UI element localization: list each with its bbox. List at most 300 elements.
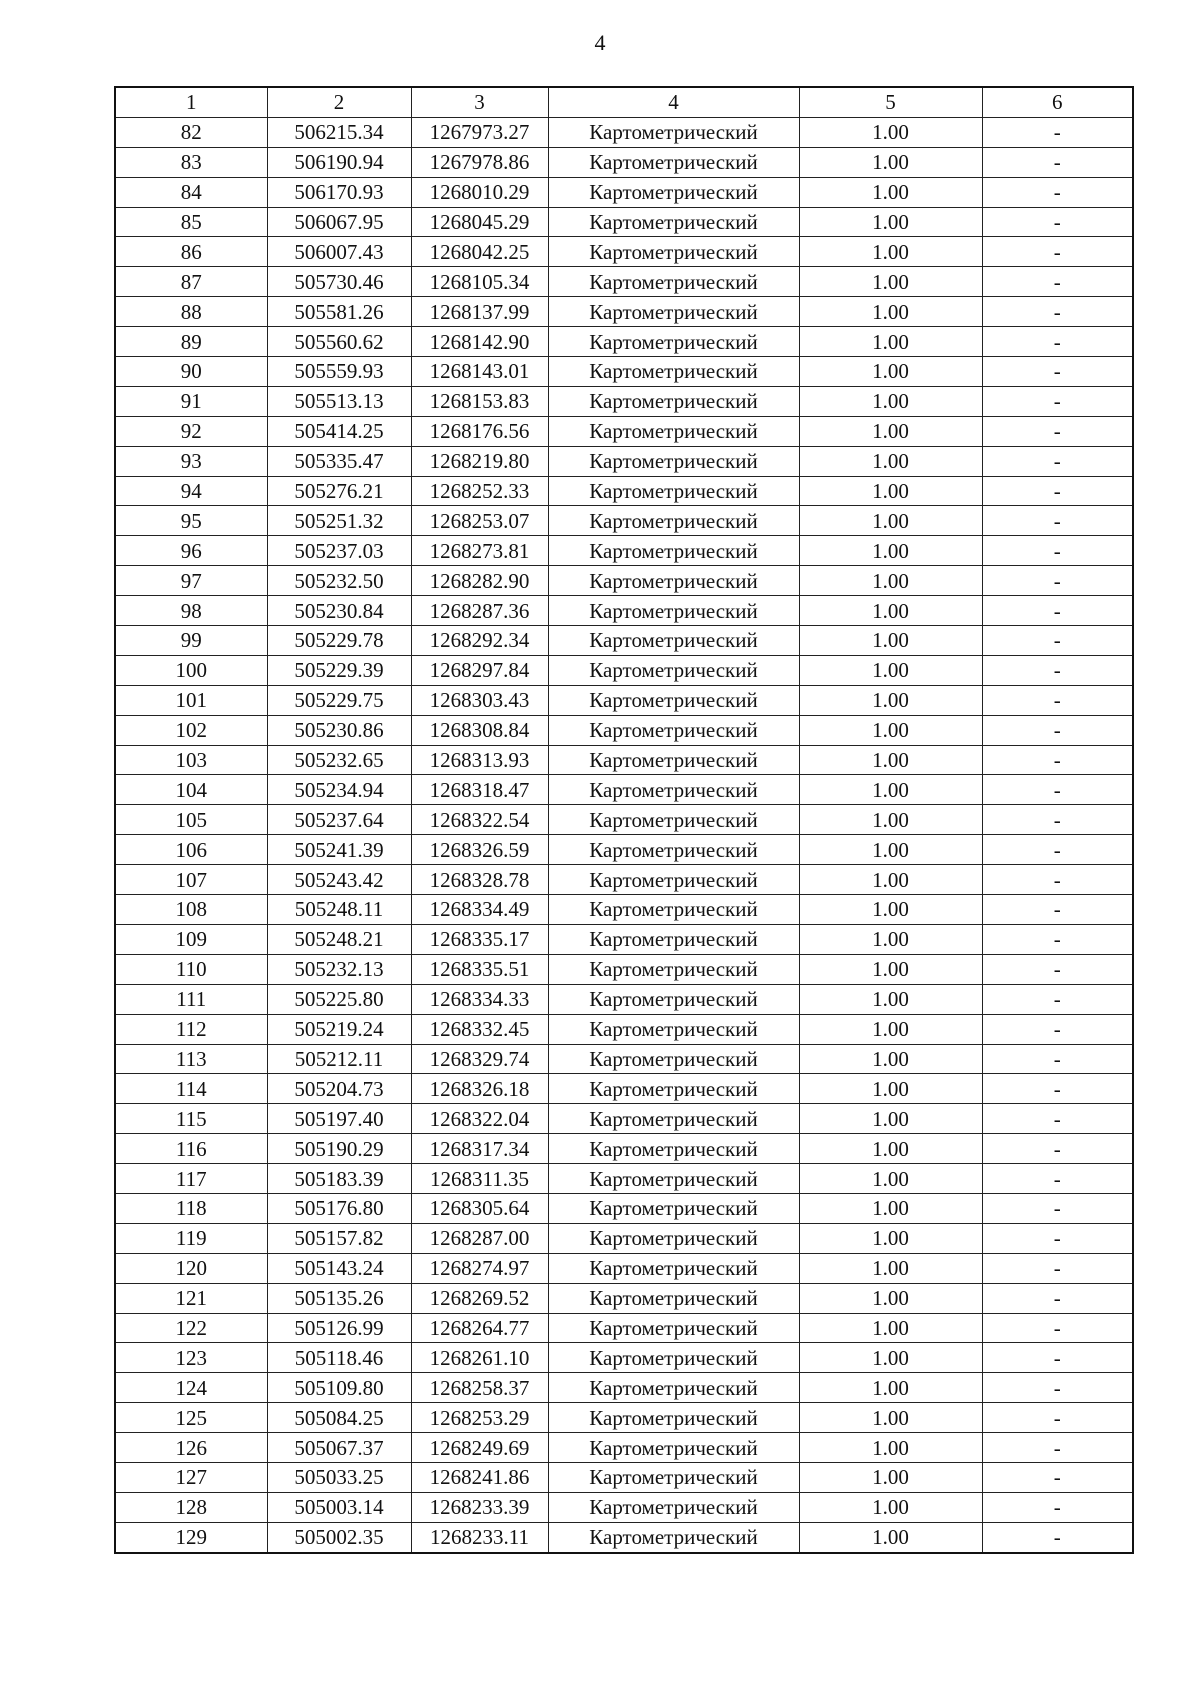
- point-number-cell: 121: [115, 1283, 267, 1313]
- method-cell: Картометрический: [548, 685, 799, 715]
- x-coordinate-cell: 505232.50: [267, 566, 411, 596]
- point-number-cell: 89: [115, 327, 267, 357]
- y-coordinate-cell: 1268273.81: [411, 536, 548, 566]
- y-coordinate-cell: 1268045.29: [411, 207, 548, 237]
- y-coordinate-cell: 1268264.77: [411, 1313, 548, 1343]
- point-number-cell: 100: [115, 655, 267, 685]
- x-coordinate-cell: 505067.37: [267, 1433, 411, 1463]
- description-cell: -: [982, 626, 1133, 656]
- accuracy-cell: 1.00: [799, 895, 982, 925]
- accuracy-cell: 1.00: [799, 566, 982, 596]
- x-coordinate-cell: 506190.94: [267, 147, 411, 177]
- table-row: [115, 177, 1133, 207]
- table-row: [115, 1462, 1133, 1492]
- table-row: [115, 1134, 1133, 1164]
- description-cell: -: [982, 476, 1133, 506]
- method-cell: Картометрический: [548, 117, 799, 147]
- table-row: [115, 1403, 1133, 1433]
- point-number-cell: 108: [115, 895, 267, 925]
- point-number-cell: 127: [115, 1462, 267, 1492]
- table-row: [115, 626, 1133, 656]
- x-coordinate-cell: 505225.80: [267, 984, 411, 1014]
- point-number-cell: 120: [115, 1253, 267, 1283]
- accuracy-cell: 1.00: [799, 1462, 982, 1492]
- method-cell: Картометрический: [548, 1104, 799, 1134]
- method-cell: Картометрический: [548, 327, 799, 357]
- method-cell: Картометрический: [548, 1193, 799, 1223]
- y-coordinate-cell: 1268219.80: [411, 446, 548, 476]
- y-coordinate-cell: 1267978.86: [411, 147, 548, 177]
- x-coordinate-cell: 505730.46: [267, 267, 411, 297]
- description-cell: -: [982, 1492, 1133, 1522]
- point-number-cell: 117: [115, 1164, 267, 1194]
- method-cell: Картометрический: [548, 745, 799, 775]
- method-cell: Картометрический: [548, 984, 799, 1014]
- description-cell: -: [982, 506, 1133, 536]
- point-number-cell: 111: [115, 984, 267, 1014]
- table-row: [115, 536, 1133, 566]
- x-coordinate-cell: 505414.25: [267, 416, 411, 446]
- description-cell: -: [982, 566, 1133, 596]
- description-cell: -: [982, 297, 1133, 327]
- point-number-cell: 93: [115, 446, 267, 476]
- accuracy-cell: 1.00: [799, 835, 982, 865]
- description-cell: -: [982, 207, 1133, 237]
- method-cell: Картометрический: [548, 267, 799, 297]
- point-number-cell: 94: [115, 476, 267, 506]
- point-number-cell: 119: [115, 1223, 267, 1253]
- y-coordinate-cell: 1268334.33: [411, 984, 548, 1014]
- point-number-cell: 106: [115, 835, 267, 865]
- point-number-cell: 122: [115, 1313, 267, 1343]
- x-coordinate-cell: 505559.93: [267, 357, 411, 387]
- accuracy-cell: 1.00: [799, 267, 982, 297]
- x-coordinate-cell: 505230.86: [267, 715, 411, 745]
- point-number-cell: 82: [115, 117, 267, 147]
- y-coordinate-cell: 1268317.34: [411, 1134, 548, 1164]
- method-cell: Картометрический: [548, 835, 799, 865]
- accuracy-cell: 1.00: [799, 685, 982, 715]
- y-coordinate-cell: 1268282.90: [411, 566, 548, 596]
- x-coordinate-cell: 505219.24: [267, 1014, 411, 1044]
- description-cell: -: [982, 536, 1133, 566]
- description-cell: -: [982, 357, 1133, 387]
- accuracy-cell: 1.00: [799, 506, 982, 536]
- point-number-cell: 96: [115, 536, 267, 566]
- table-row: [115, 775, 1133, 805]
- description-cell: -: [982, 745, 1133, 775]
- point-number-cell: 84: [115, 177, 267, 207]
- description-cell: -: [982, 237, 1133, 267]
- accuracy-cell: 1.00: [799, 1193, 982, 1223]
- point-number-cell: 112: [115, 1014, 267, 1044]
- description-cell: -: [982, 1313, 1133, 1343]
- table-row: [115, 1373, 1133, 1403]
- table-row: [115, 476, 1133, 506]
- table-row: [115, 1522, 1133, 1552]
- method-cell: Картометрический: [548, 237, 799, 267]
- point-number-cell: 126: [115, 1433, 267, 1463]
- table-row: [115, 357, 1133, 387]
- description-cell: -: [982, 924, 1133, 954]
- method-cell: Картометрический: [548, 1343, 799, 1373]
- table-row: [115, 745, 1133, 775]
- x-coordinate-cell: 505237.64: [267, 805, 411, 835]
- table-row: [115, 566, 1133, 596]
- y-coordinate-cell: 1268326.59: [411, 835, 548, 865]
- y-coordinate-cell: 1268303.43: [411, 685, 548, 715]
- accuracy-cell: 1.00: [799, 715, 982, 745]
- table-row: [115, 506, 1133, 536]
- y-coordinate-cell: 1268274.97: [411, 1253, 548, 1283]
- accuracy-cell: 1.00: [799, 1134, 982, 1164]
- description-cell: -: [982, 1253, 1133, 1283]
- point-number-cell: 103: [115, 745, 267, 775]
- x-coordinate-cell: 505135.26: [267, 1283, 411, 1313]
- column-header: 3: [411, 87, 548, 117]
- point-number-cell: 88: [115, 297, 267, 327]
- description-cell: -: [982, 1433, 1133, 1463]
- accuracy-cell: 1.00: [799, 1223, 982, 1253]
- table-row: [115, 596, 1133, 626]
- accuracy-cell: 1.00: [799, 1433, 982, 1463]
- description-cell: -: [982, 805, 1133, 835]
- point-number-cell: 129: [115, 1522, 267, 1552]
- method-cell: Картометрический: [548, 865, 799, 895]
- x-coordinate-cell: 506215.34: [267, 117, 411, 147]
- column-header: 5: [799, 87, 982, 117]
- table-row: [115, 1313, 1133, 1343]
- method-cell: Картометрический: [548, 715, 799, 745]
- x-coordinate-cell: 505232.65: [267, 745, 411, 775]
- description-cell: -: [982, 655, 1133, 685]
- x-coordinate-cell: 505003.14: [267, 1492, 411, 1522]
- table-row: [115, 655, 1133, 685]
- description-cell: -: [982, 1104, 1133, 1134]
- x-coordinate-cell: 505183.39: [267, 1164, 411, 1194]
- accuracy-cell: 1.00: [799, 327, 982, 357]
- description-cell: -: [982, 1522, 1133, 1552]
- x-coordinate-cell: 505234.94: [267, 775, 411, 805]
- x-coordinate-cell: 505109.80: [267, 1373, 411, 1403]
- table-row: [115, 954, 1133, 984]
- y-coordinate-cell: 1268311.35: [411, 1164, 548, 1194]
- table-row: [115, 715, 1133, 745]
- description-cell: -: [982, 1283, 1133, 1313]
- method-cell: Картометрический: [548, 476, 799, 506]
- point-number-cell: 110: [115, 954, 267, 984]
- y-coordinate-cell: 1268287.00: [411, 1223, 548, 1253]
- point-number-cell: 116: [115, 1134, 267, 1164]
- y-coordinate-cell: 1268313.93: [411, 745, 548, 775]
- x-coordinate-cell: 506170.93: [267, 177, 411, 207]
- y-coordinate-cell: 1268329.74: [411, 1044, 548, 1074]
- x-coordinate-cell: 505335.47: [267, 446, 411, 476]
- description-cell: -: [982, 1193, 1133, 1223]
- method-cell: Картометрический: [548, 1492, 799, 1522]
- table-row: [115, 1044, 1133, 1074]
- description-cell: -: [982, 327, 1133, 357]
- accuracy-cell: 1.00: [799, 1313, 982, 1343]
- y-coordinate-cell: 1268334.49: [411, 895, 548, 925]
- table-header-row: [115, 87, 1133, 117]
- description-cell: -: [982, 865, 1133, 895]
- method-cell: Картометрический: [548, 357, 799, 387]
- y-coordinate-cell: 1268318.47: [411, 775, 548, 805]
- table-row: [115, 1164, 1133, 1194]
- x-coordinate-cell: 505230.84: [267, 596, 411, 626]
- accuracy-cell: 1.00: [799, 775, 982, 805]
- y-coordinate-cell: 1267973.27: [411, 117, 548, 147]
- y-coordinate-cell: 1268253.29: [411, 1403, 548, 1433]
- method-cell: Картометрический: [548, 446, 799, 476]
- description-cell: -: [982, 1044, 1133, 1074]
- point-number-cell: 91: [115, 386, 267, 416]
- method-cell: Картометрический: [548, 1313, 799, 1343]
- method-cell: Картометрический: [548, 386, 799, 416]
- x-coordinate-cell: 505237.03: [267, 536, 411, 566]
- method-cell: Картометрический: [548, 1522, 799, 1552]
- description-cell: -: [982, 685, 1133, 715]
- table-row: [115, 865, 1133, 895]
- table-row: [115, 1074, 1133, 1104]
- y-coordinate-cell: 1268253.07: [411, 506, 548, 536]
- y-coordinate-cell: 1268326.18: [411, 1074, 548, 1104]
- point-number-cell: 118: [115, 1193, 267, 1223]
- x-coordinate-cell: 505248.11: [267, 895, 411, 925]
- point-number-cell: 104: [115, 775, 267, 805]
- method-cell: Картометрический: [548, 1283, 799, 1313]
- method-cell: Картометрический: [548, 566, 799, 596]
- point-number-cell: 109: [115, 924, 267, 954]
- description-cell: -: [982, 715, 1133, 745]
- accuracy-cell: 1.00: [799, 865, 982, 895]
- y-coordinate-cell: 1268332.45: [411, 1014, 548, 1044]
- table-row: [115, 895, 1133, 925]
- x-coordinate-cell: 505232.13: [267, 954, 411, 984]
- y-coordinate-cell: 1268233.11: [411, 1522, 548, 1552]
- description-cell: -: [982, 1014, 1133, 1044]
- method-cell: Картометрический: [548, 775, 799, 805]
- point-number-cell: 95: [115, 506, 267, 536]
- table-row: [115, 1283, 1133, 1313]
- accuracy-cell: 1.00: [799, 117, 982, 147]
- method-cell: Картометрический: [548, 924, 799, 954]
- point-number-cell: 114: [115, 1074, 267, 1104]
- description-cell: -: [982, 1134, 1133, 1164]
- x-coordinate-cell: 505513.13: [267, 386, 411, 416]
- accuracy-cell: 1.00: [799, 1343, 982, 1373]
- description-cell: -: [982, 177, 1133, 207]
- y-coordinate-cell: 1268142.90: [411, 327, 548, 357]
- table-row: [115, 835, 1133, 865]
- x-coordinate-cell: 505276.21: [267, 476, 411, 506]
- accuracy-cell: 1.00: [799, 655, 982, 685]
- description-cell: -: [982, 147, 1133, 177]
- table-row: [115, 117, 1133, 147]
- accuracy-cell: 1.00: [799, 924, 982, 954]
- x-coordinate-cell: 505581.26: [267, 297, 411, 327]
- accuracy-cell: 1.00: [799, 1283, 982, 1313]
- description-cell: -: [982, 1403, 1133, 1433]
- accuracy-cell: 1.00: [799, 1014, 982, 1044]
- accuracy-cell: 1.00: [799, 207, 982, 237]
- table-row: [115, 685, 1133, 715]
- accuracy-cell: 1.00: [799, 416, 982, 446]
- y-coordinate-cell: 1268305.64: [411, 1193, 548, 1223]
- table-row: [115, 924, 1133, 954]
- accuracy-cell: 1.00: [799, 984, 982, 1014]
- x-coordinate-cell: 505033.25: [267, 1462, 411, 1492]
- x-coordinate-cell: 505190.29: [267, 1134, 411, 1164]
- y-coordinate-cell: 1268252.33: [411, 476, 548, 506]
- accuracy-cell: 1.00: [799, 745, 982, 775]
- table-row: [115, 386, 1133, 416]
- method-cell: Картометрический: [548, 655, 799, 685]
- x-coordinate-cell: 505560.62: [267, 327, 411, 357]
- accuracy-cell: 1.00: [799, 1522, 982, 1552]
- method-cell: Картометрический: [548, 1074, 799, 1104]
- accuracy-cell: 1.00: [799, 1373, 982, 1403]
- page-number: 4: [594, 30, 606, 55]
- accuracy-cell: 1.00: [799, 177, 982, 207]
- x-coordinate-cell: 505229.39: [267, 655, 411, 685]
- x-coordinate-cell: 505204.73: [267, 1074, 411, 1104]
- table-row: [115, 1104, 1133, 1134]
- accuracy-cell: 1.00: [799, 1403, 982, 1433]
- description-cell: -: [982, 1074, 1133, 1104]
- x-coordinate-cell: 505084.25: [267, 1403, 411, 1433]
- description-cell: -: [982, 835, 1133, 865]
- y-coordinate-cell: 1268287.36: [411, 596, 548, 626]
- method-cell: Картометрический: [548, 297, 799, 327]
- method-cell: Картометрический: [548, 596, 799, 626]
- point-number-cell: 97: [115, 566, 267, 596]
- table-row: [115, 1433, 1133, 1463]
- accuracy-cell: 1.00: [799, 1492, 982, 1522]
- method-cell: Картометрический: [548, 177, 799, 207]
- method-cell: Картометрический: [548, 1044, 799, 1074]
- method-cell: Картометрический: [548, 1134, 799, 1164]
- table-row: [115, 327, 1133, 357]
- description-cell: -: [982, 1223, 1133, 1253]
- description-cell: -: [982, 1373, 1133, 1403]
- x-coordinate-cell: 505126.99: [267, 1313, 411, 1343]
- y-coordinate-cell: 1268322.54: [411, 805, 548, 835]
- method-cell: Картометрический: [548, 147, 799, 177]
- y-coordinate-cell: 1268143.01: [411, 357, 548, 387]
- table-row: [115, 1193, 1133, 1223]
- description-cell: -: [982, 1343, 1133, 1373]
- y-coordinate-cell: 1268297.84: [411, 655, 548, 685]
- description-cell: -: [982, 596, 1133, 626]
- point-number-cell: 101: [115, 685, 267, 715]
- description-cell: -: [982, 984, 1133, 1014]
- y-coordinate-cell: 1268322.04: [411, 1104, 548, 1134]
- y-coordinate-cell: 1268335.17: [411, 924, 548, 954]
- accuracy-cell: 1.00: [799, 297, 982, 327]
- description-cell: -: [982, 446, 1133, 476]
- accuracy-cell: 1.00: [799, 357, 982, 387]
- y-coordinate-cell: 1268153.83: [411, 386, 548, 416]
- x-coordinate-cell: 505243.42: [267, 865, 411, 895]
- point-number-cell: 107: [115, 865, 267, 895]
- table-row: [115, 805, 1133, 835]
- method-cell: Картометрический: [548, 1253, 799, 1283]
- accuracy-cell: 1.00: [799, 237, 982, 267]
- description-cell: -: [982, 1462, 1133, 1492]
- accuracy-cell: 1.00: [799, 1044, 982, 1074]
- y-coordinate-cell: 1268241.86: [411, 1462, 548, 1492]
- point-number-cell: 98: [115, 596, 267, 626]
- y-coordinate-cell: 1268258.37: [411, 1373, 548, 1403]
- method-cell: Картометрический: [548, 1014, 799, 1044]
- coordinates-table: [114, 86, 1134, 1554]
- description-cell: -: [982, 416, 1133, 446]
- accuracy-cell: 1.00: [799, 147, 982, 177]
- point-number-cell: 105: [115, 805, 267, 835]
- point-number-cell: 128: [115, 1492, 267, 1522]
- table-row: [115, 1343, 1133, 1373]
- table-row: [115, 1014, 1133, 1044]
- accuracy-cell: 1.00: [799, 476, 982, 506]
- table-row: [115, 446, 1133, 476]
- x-coordinate-cell: 505157.82: [267, 1223, 411, 1253]
- x-coordinate-cell: 505143.24: [267, 1253, 411, 1283]
- y-coordinate-cell: 1268261.10: [411, 1343, 548, 1373]
- method-cell: Картометрический: [548, 954, 799, 984]
- table-row: [115, 267, 1133, 297]
- accuracy-cell: 1.00: [799, 446, 982, 476]
- table-row: [115, 147, 1133, 177]
- table-row: [115, 237, 1133, 267]
- y-coordinate-cell: 1268042.25: [411, 237, 548, 267]
- point-number-cell: 123: [115, 1343, 267, 1373]
- x-coordinate-cell: 506007.43: [267, 237, 411, 267]
- accuracy-cell: 1.00: [799, 596, 982, 626]
- x-coordinate-cell: 505176.80: [267, 1193, 411, 1223]
- method-cell: Картометрический: [548, 536, 799, 566]
- y-coordinate-cell: 1268010.29: [411, 177, 548, 207]
- point-number-cell: 124: [115, 1373, 267, 1403]
- method-cell: Картометрический: [548, 1373, 799, 1403]
- accuracy-cell: 1.00: [799, 386, 982, 416]
- x-coordinate-cell: 505241.39: [267, 835, 411, 865]
- method-cell: Картометрический: [548, 626, 799, 656]
- accuracy-cell: 1.00: [799, 1164, 982, 1194]
- point-number-cell: 90: [115, 357, 267, 387]
- accuracy-cell: 1.00: [799, 626, 982, 656]
- y-coordinate-cell: 1268233.39: [411, 1492, 548, 1522]
- y-coordinate-cell: 1268137.99: [411, 297, 548, 327]
- point-number-cell: 115: [115, 1104, 267, 1134]
- point-number-cell: 85: [115, 207, 267, 237]
- column-header: 4: [548, 87, 799, 117]
- table-row: [115, 1223, 1133, 1253]
- method-cell: Картометрический: [548, 207, 799, 237]
- y-coordinate-cell: 1268249.69: [411, 1433, 548, 1463]
- table-row: [115, 984, 1133, 1014]
- description-cell: -: [982, 1164, 1133, 1194]
- y-coordinate-cell: 1268335.51: [411, 954, 548, 984]
- column-header: 2: [267, 87, 411, 117]
- method-cell: Картометрический: [548, 1403, 799, 1433]
- method-cell: Картометрический: [548, 1433, 799, 1463]
- y-coordinate-cell: 1268308.84: [411, 715, 548, 745]
- table-row: [115, 1492, 1133, 1522]
- table-row: [115, 207, 1133, 237]
- method-cell: Картометрический: [548, 1462, 799, 1492]
